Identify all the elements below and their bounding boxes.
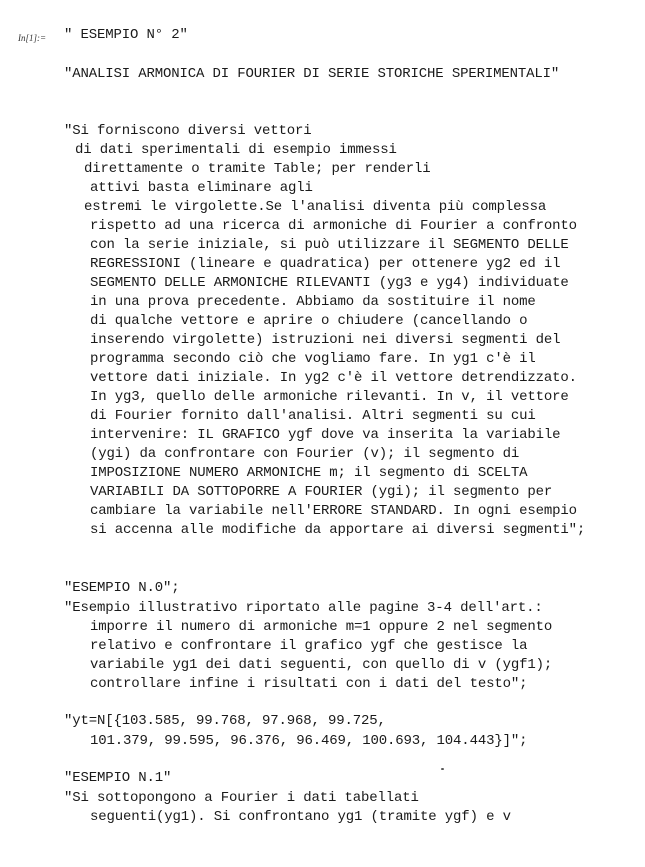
intro-line: estremi le virgolette.Se l'analisi diventa più complessa — [84, 199, 547, 215]
intro-line: si accenna alle modifiche da apportare ai diversi segmenti"; — [90, 522, 586, 538]
esempio-0-line: imporre il numero di armoniche m=1 oppure 2 nel segmento — [90, 619, 553, 635]
intro-line: programma secondo ciò che vogliamo fare. In yg1 c'è il — [90, 351, 536, 367]
intro-line: direttamente o tramite Table; per renderli — [84, 161, 431, 177]
intro-line: IMPOSIZIONE NUMERO ARMONICHE m; il segmento di SCELTA — [90, 465, 528, 481]
scan-speck — [441, 768, 444, 770]
intro-line: attivi basta eliminare agli — [90, 180, 313, 196]
intro-line: di qualche vettore e aprire o chiudere (cancellando o — [90, 313, 528, 329]
esempio-1-label[interactable]: "ESEMPIO N.1" — [64, 770, 172, 786]
intro-line: con la serie iniziale, si può utilizzare il SEGMENTO DELLE — [90, 237, 569, 253]
intro-line: intervenire: IL GRAFICO ygf dove va inserita la variabile — [90, 427, 561, 443]
esempio-0-line: "Esempio illustrativo riportato alle pagine 3-4 dell'art.: — [64, 600, 543, 616]
intro-line: (ygi) da confrontare con Fourier (v); il segmento di — [90, 446, 520, 462]
intro-line: rispetto ad una ricerca di armoniche di Fourier a confronto — [90, 218, 577, 234]
intro-line: inserendo virgolette) istruzioni nei diversi segmenti del — [90, 332, 561, 348]
intro-line: di dati sperimentali di esempio immessi — [75, 142, 397, 158]
analysis-heading[interactable]: "ANALISI ARMONICA DI FOURIER DI SERIE STORICHE SPERIMENTALI" — [64, 66, 560, 82]
intro-line: REGRESSIONI (lineare e quadratica) per ottenere yg2 ed il — [90, 256, 561, 272]
intro-line: VARIABILI DA SOTTOPORRE A FOURIER (ygi); il segmento per — [90, 484, 553, 500]
intro-line: vettore dati iniziale. In yg2 c'è il vettore detrendizzato. — [90, 370, 577, 386]
intro-line: SEGMENTO DELLE ARMONICHE RILEVANTI (yg3 e yg4) individuate — [90, 275, 569, 291]
intro-line: in una prova precedente. Abbiamo da sostituire il nome — [90, 294, 536, 310]
esempio-0-line: controllare infine i risultati con i dati del testo"; — [90, 676, 528, 692]
intro-line: di Fourier fornito dall'analisi. Altri segmenti su cui — [90, 408, 536, 424]
intro-line: cambiare la variabile nell'ERRORE STANDARD. In ogni esempio — [90, 503, 577, 519]
input-prompt: In[1]:= — [18, 33, 47, 43]
example-title[interactable]: " ESEMPIO N° 2" — [64, 27, 188, 43]
esempio-1-line: "Si sottopongono a Fourier i dati tabellati — [64, 790, 419, 806]
yt-line: 101.379, 99.595, 96.376, 96.469, 100.693, 104.443}]"; — [90, 733, 528, 749]
intro-line: In yg3, quello delle armoniche rilevanti. In v, il vettore — [90, 389, 569, 405]
intro-line: "Si forniscono diversi vettori — [64, 123, 312, 139]
esempio-0-line: relativo e confrontare il grafico ygf che gestisce la — [90, 638, 528, 654]
esempio-0-line: variabile yg1 dei dati seguenti, con quello di v (ygf1); — [90, 657, 553, 673]
esempio-1-line: seguenti(yg1). Si confrontano yg1 (tramite ygf) e v — [90, 809, 511, 825]
esempio-0-label[interactable]: "ESEMPIO N.0"; — [64, 580, 180, 596]
yt-line: "yt=N[{103.585, 99.768, 97.968, 99.725, — [64, 713, 386, 729]
